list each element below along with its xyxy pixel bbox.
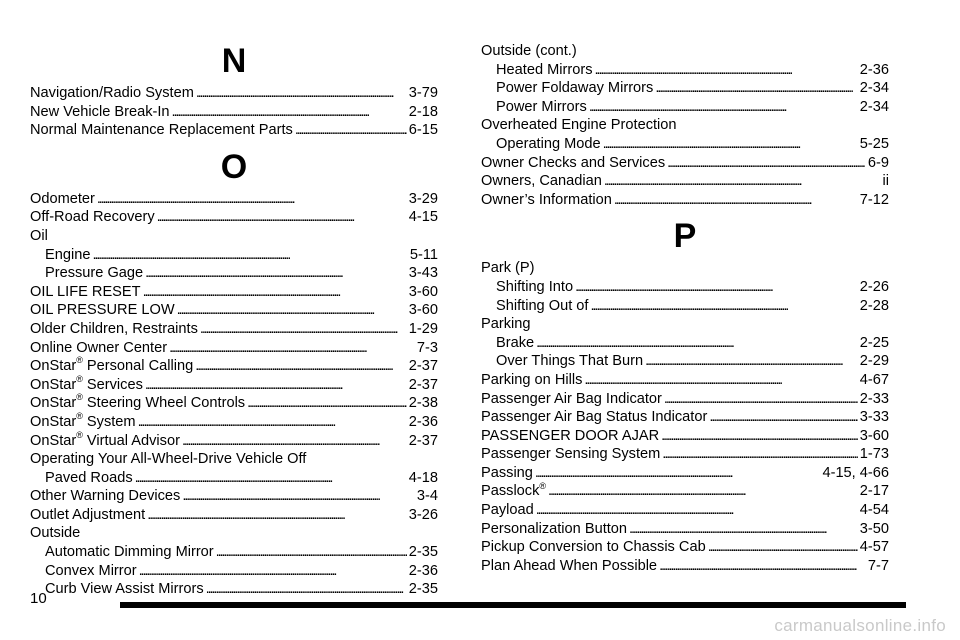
entry-page: 3-60 [859,427,889,444]
entry-page: 2-17 [859,483,889,500]
dot-leader [548,482,858,501]
entry-page: 2-33 [859,390,889,407]
entry-label [496,278,573,297]
index-entry [481,520,889,539]
entry-page: 2-26 [859,278,889,295]
index-entry [30,469,438,488]
entry-label [496,79,653,98]
dot-leader [169,339,415,358]
index-entry [30,84,438,103]
index-entry [481,278,889,297]
footer-rule [120,602,906,608]
entry-page: 3-43 [408,265,438,282]
dot-leader [247,394,407,413]
entry-label-suffix: Virtual Advisor [82,432,180,449]
dot-leader [604,172,881,191]
index-entry [30,450,438,469]
index-entry [481,371,889,390]
entry-label-text: Passenger Air Bag Status Indicator [481,409,708,426]
index-entry [481,116,889,135]
dot-leader [172,103,407,122]
entry-label [496,297,588,316]
index-entry [30,320,438,339]
index-entry [481,352,889,371]
entry-page: 4-15, 4-66 [822,464,889,481]
entry-list [481,42,889,209]
index-entry [481,464,889,483]
dot-leader [590,297,857,316]
dot-leader [575,278,858,297]
entry-label [481,557,657,576]
dot-leader [655,79,857,98]
dot-leader [196,84,407,103]
entry-label-text: Outside [30,525,81,542]
entry-label-text: New Vehicle Break-In [30,103,170,120]
index-entry [30,413,438,432]
entry-label [481,390,662,409]
entry-label-text: Owner Checks and Services [481,154,666,171]
entry-label [30,190,95,209]
entry-list [481,259,889,575]
index-entry [481,191,889,210]
entry-label [481,191,612,210]
entry-page: 7-12 [859,191,889,208]
index-entry [481,79,889,98]
entry-label-text: OnStar [30,358,77,375]
entry-label-suffix: Personal Calling [82,358,194,375]
entry-label-text: Passenger Sensing System [481,446,661,463]
index-entry [481,172,889,191]
dot-leader [216,543,407,562]
dot-leader [195,357,407,376]
entry-label-text: Paved Roads [45,469,133,486]
index-entry [481,538,889,557]
entry-label-text: OnStar [30,413,77,430]
entry-page: 2-34 [859,80,889,97]
index-entry [481,445,889,464]
entry-page: 2-37 [408,358,438,375]
entry-page: 2-36 [408,562,438,579]
index-entry [30,283,438,302]
index-entry [481,297,889,316]
entry-label-text: Engine [45,246,91,263]
index-entry [481,334,889,353]
index-entry [30,487,438,506]
index-entry [30,357,438,376]
entry-label-text: Power Mirrors [496,98,587,115]
index-entry [30,246,438,265]
dot-leader [138,413,407,432]
entry-label [481,315,530,334]
dot-leader [145,264,407,283]
dot-leader [662,445,858,464]
entry-label-text: OIL PRESSURE LOW [30,302,175,319]
entry-label-suffix: Services [82,376,143,393]
index-column-left [30,42,438,599]
dot-leader [664,390,858,409]
entry-page: 3-60 [408,302,438,319]
entry-label-text: OnStar [30,376,77,393]
entry-page: 5-25 [859,135,889,152]
entry-page: 2-36 [408,413,438,430]
entry-label [30,339,167,358]
entry-page: 7-7 [867,557,889,574]
entry-label-text: Power Foldaway Mirrors [496,80,654,97]
entry-page: ii [882,173,889,190]
index-column-right [481,42,889,575]
entry-label [45,543,214,562]
entry-label-text: Over Things That Burn [496,353,644,370]
entry-label-text: Overheated Engine Protection [481,117,677,134]
index-entry [30,301,438,320]
entry-label-text: Owner’s Information [481,191,612,208]
entry-label [30,506,145,525]
entry-label-text: Pickup Conversion to Chassis Cab [481,539,706,556]
registered-mark: ® [76,355,83,366]
index-entry [30,264,438,283]
dot-leader [629,520,858,539]
dot-leader [589,98,858,117]
registered-mark: ® [539,480,547,491]
index-entry [30,506,438,525]
entry-label [481,154,665,173]
dot-leader [645,352,858,371]
entry-label-text: Shifting Into [496,278,574,295]
entry-page: 2-29 [859,353,889,370]
entry-label [30,283,141,302]
entry-list [30,190,438,599]
entry-label [481,116,677,135]
entry-label [496,352,643,371]
dot-leader [584,371,857,390]
entry-page: 2-28 [859,297,889,314]
dot-leader [614,191,858,210]
index-entry [30,190,438,209]
index-entry [481,135,889,154]
entry-label-text: OIL LIFE RESET [30,283,141,300]
entry-page: 6-9 [867,154,889,171]
entry-label [45,580,204,599]
entry-label-text: Parking on Hills [481,371,583,388]
page-number: 10 [30,590,47,607]
entry-page: 2-25 [859,334,889,351]
dot-leader [659,557,866,576]
dot-leader [143,283,407,302]
index-entry [481,390,889,409]
dot-leader [182,487,415,506]
index-section [481,217,889,575]
entry-label-text: Outside (cont.) [481,43,577,59]
entry-label [30,357,193,376]
entry-label-text: Odometer [30,190,95,207]
entry-page: 3-50 [859,520,889,537]
index-entry [481,259,889,278]
index-entry [30,227,438,246]
entry-label [481,445,660,464]
entry-label [481,371,582,390]
entry-label-text: Park (P) [481,260,535,277]
index-entry [30,524,438,543]
entry-label-text: Older Children, Restraints [30,320,198,337]
entry-label [30,413,136,432]
dot-leader [182,432,407,451]
entry-label [481,482,546,501]
index-entry [30,580,438,599]
index-entry [481,154,889,173]
entry-label [30,524,80,543]
dot-leader [661,427,858,446]
entry-label [30,429,180,451]
entry-label-text: Owners, Canadian [481,173,602,190]
entry-label [496,98,587,117]
entry-label [30,320,198,339]
dot-leader [200,320,407,339]
entry-label [481,427,659,446]
entry-page: 2-36 [859,61,889,78]
entry-label-text: Plan Ahead When Possible [481,557,658,574]
index-entry [481,557,889,576]
entry-label [496,334,534,353]
entry-page: 3-60 [408,283,438,300]
dot-leader [145,376,407,395]
section-letter: P [673,217,697,256]
dot-leader [536,334,858,353]
entry-label [45,264,143,283]
entry-label-text: Curb View Assist Mirrors [45,581,204,598]
index-entry [30,121,438,140]
entry-page: 4-67 [859,371,889,388]
index-entry [481,482,889,501]
entry-label-text: Payload [481,502,534,519]
entry-label [45,562,137,581]
entry-page: 4-54 [859,502,889,519]
entry-label-suffix: Steering Wheel Controls [82,395,246,412]
entry-page: 2-37 [408,432,438,449]
index-entry [30,394,438,413]
entry-label-text: Off-Road Recovery [30,209,155,226]
dot-leader [177,301,407,320]
registered-mark: ® [76,411,83,422]
dot-leader [157,208,407,227]
entry-page: 2-34 [859,98,889,115]
entry-label [45,469,133,488]
entry-page: 3-26 [408,506,438,523]
entry-label [30,373,143,395]
entry-label-text: Personalization Button [481,520,628,537]
watermark: carmanualsonline.info [774,616,946,635]
dot-leader [536,501,858,520]
entry-label-text: Other Warning Devices [30,488,181,505]
entry-label [30,487,180,506]
dot-leader [147,506,407,525]
entry-page: 2-35 [408,581,438,598]
index-entry [30,429,438,451]
entry-label-text: Brake [496,334,535,351]
entry-page: 3-4 [416,488,438,505]
dot-leader [206,580,407,599]
index-entry [30,339,438,358]
registered-mark: ® [76,392,83,403]
entry-page: 3-79 [408,85,438,101]
index-entry [30,103,438,122]
entry-label [30,394,245,413]
entry-page: 2-37 [408,376,438,393]
entry-label [481,259,535,278]
index-entry [30,208,438,227]
dot-leader [603,135,858,154]
entry-label [30,301,175,320]
dot-leader [709,408,857,427]
entry-label-text: Automatic Dimming Mirror [45,544,214,561]
entry-label [496,61,593,80]
index-entry [481,61,889,80]
index-entry [481,501,889,520]
dot-leader [139,562,407,581]
entry-label-text: Operating Your All-Wheel-Drive Vehicle Off [30,451,307,468]
entry-label-suffix: System [82,413,136,430]
entry-label-text: OnStar [30,395,77,412]
entry-label [30,450,306,469]
dot-leader [97,190,407,209]
dot-leader [135,469,407,488]
entry-label-text: Pressure Gage [45,265,144,282]
entry-label-text: Oil [30,227,48,244]
dot-leader [295,121,407,140]
dot-leader [708,538,858,557]
dot-leader [92,246,407,265]
index-section [30,42,438,140]
entry-page: 6-15 [408,122,438,139]
entry-label [481,42,577,61]
index-entry [481,408,889,427]
entry-label-text: Online Owner Center [30,339,168,356]
entry-label-text: Navigation/Radio System [30,85,194,101]
index-entry [481,42,889,61]
entry-label-text: Passing [481,464,533,481]
entry-label-text: Normal Maintenance Replacement Parts [30,122,293,139]
entry-page: 4-18 [408,469,438,486]
registered-mark: ® [76,429,83,440]
entry-page: 3-29 [408,190,438,207]
index-entry [30,562,438,581]
entry-label-text: Outlet Adjustment [30,506,146,523]
entry-label [481,172,602,191]
index-section [481,42,889,209]
entry-label [481,408,707,427]
entry-page: 7-3 [416,339,438,356]
index-entry [30,373,438,395]
registered-mark: ® [76,373,83,384]
entry-label-text: Passenger Air Bag Indicator [481,390,662,407]
entry-page: 1-73 [859,446,889,463]
dot-leader [535,464,821,483]
entry-label [496,135,601,154]
entry-label [30,227,48,246]
entry-label-text: OnStar [30,432,77,449]
entry-label-text: Convex Mirror [45,562,137,579]
entry-label-text: Passlock [481,483,540,500]
entry-label-text: Parking [481,316,531,333]
index-entry [481,427,889,446]
entry-label [45,246,90,265]
index-entry [481,98,889,117]
entry-label-text: Operating Mode [496,135,601,152]
entry-page: 2-35 [408,544,438,561]
index-entry [481,315,889,334]
entry-label [30,84,194,103]
entry-page: 3-33 [859,409,889,426]
section-letter: O [220,147,248,186]
dot-leader [595,61,858,80]
entry-label [30,208,155,227]
section-letter: N [221,42,247,80]
entry-page: 4-15 [408,209,438,226]
entry-page: 2-18 [408,103,438,120]
entry-label [30,103,170,122]
entry-list [30,84,438,140]
entry-label [481,520,627,539]
dot-leader [667,154,866,173]
entry-label [30,121,293,140]
entry-label [481,464,533,483]
entry-label [481,501,534,520]
entry-label-text: PASSENGER DOOR AJAR [481,427,660,444]
entry-page: 2-38 [408,395,438,412]
entry-label-text: Shifting Out of [496,297,589,314]
index-section [30,148,438,599]
entry-label-text: Heated Mirrors [496,61,593,78]
entry-page: 1-29 [408,320,438,337]
index-entry [30,543,438,562]
entry-page: 5-11 [409,246,438,263]
entry-label [481,538,706,557]
entry-page: 4-57 [859,539,889,556]
